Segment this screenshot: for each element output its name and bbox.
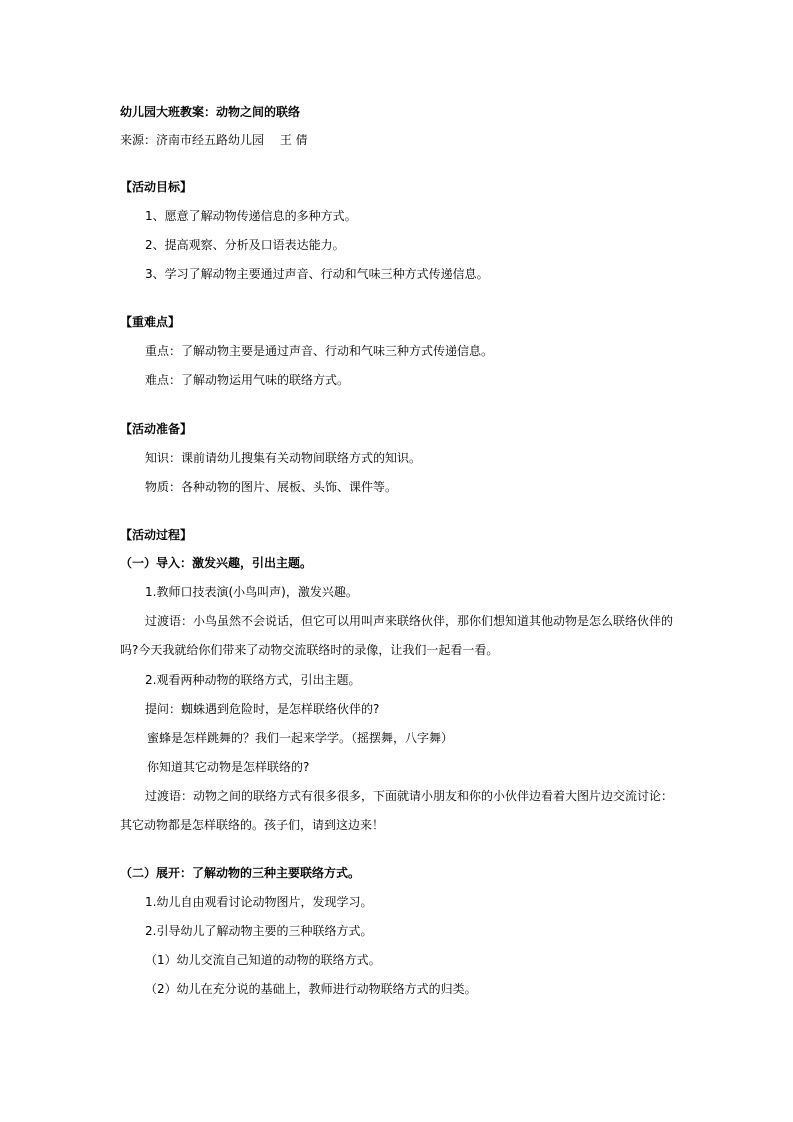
keypoint-item-2: 难点：了解动物运用气味的联络方式。 (145, 373, 350, 387)
section-heading-process: 【活动过程】 (120, 528, 193, 542)
process-line: 2.引导幼儿了解动物主要的三种联络方式。 (145, 924, 373, 938)
process-line: 提问：蜘蛛遇到危险时，是怎样联络伙伴的? (145, 702, 380, 716)
doc-title: 幼儿园大班教案：动物之间的联络 (120, 105, 301, 119)
section-heading-prep: 【活动准备】 (120, 422, 193, 436)
keypoint-item-1: 重点：了解动物主要是通过声音、行动和气味三种方式传递信息。 (145, 344, 494, 358)
goal-item-1: 1、愿意了解动物传递信息的多种方式。 (145, 209, 357, 223)
prep-item-2: 物质：各种动物的图片、展板、头饰、课件等。 (145, 480, 398, 494)
doc-source: 来源：济南市经五路幼儿园 王 倩 (120, 133, 308, 147)
process-line: （1）幼儿交流自己知道的动物的联络方式。 (145, 953, 381, 967)
section-heading-keypoints: 【重难点】 (120, 315, 181, 329)
goal-item-2: 2、提高观察、分析及口语表达能力。 (145, 238, 345, 252)
prep-item-1: 知识：课前请幼儿搜集有关动物间联络方式的知识。 (145, 451, 422, 465)
process-line: 过渡语：小鸟虽然不会说话，但它可以用叫声来联络伙伴，那你们想知道其他动物是怎么联络伙伴的 (145, 614, 674, 628)
subsection-heading-expand: （二）展开：了解动物的三种主要联络方式。 (120, 866, 361, 880)
subsection-heading-intro: （一）导入：激发兴趣，引出主题。 (120, 556, 313, 570)
process-line: 蜜蜂是怎样跳舞的？我们一起来学学。（摇摆舞，八字舞） (147, 731, 454, 745)
process-line: 1.教师口技表演(小鸟叫声)，激发兴趣。 (145, 585, 358, 599)
process-line: 吗?今天我就给你们带来了动物交流联络时的录像，让我们一起看一看。 (120, 643, 499, 657)
goal-item-3: 3、学习了解动物主要通过声音、行动和气味三种方式传递信息。 (145, 267, 489, 281)
process-line: 1.幼儿自由观看讨论动物图片，发现学习。 (145, 895, 373, 909)
process-line: 2.观看两种动物的联络方式，引出主题。 (145, 673, 361, 687)
process-line: 过渡语：动物之间的联络方式有很多很多，下面就请小朋友和你的小伙伴边看着大图片边交流讨论： (145, 789, 674, 803)
section-heading-goals: 【活动目标】 (120, 180, 193, 194)
process-line: （2）幼儿在充分说的基础上，教师进行动物联络方式的归类。 (145, 982, 477, 996)
process-line: 你知道其它动物是怎样联络的? (147, 760, 310, 774)
process-line: 其它动物都是怎样联络的。孩子们，请到这边来！ (120, 818, 385, 832)
